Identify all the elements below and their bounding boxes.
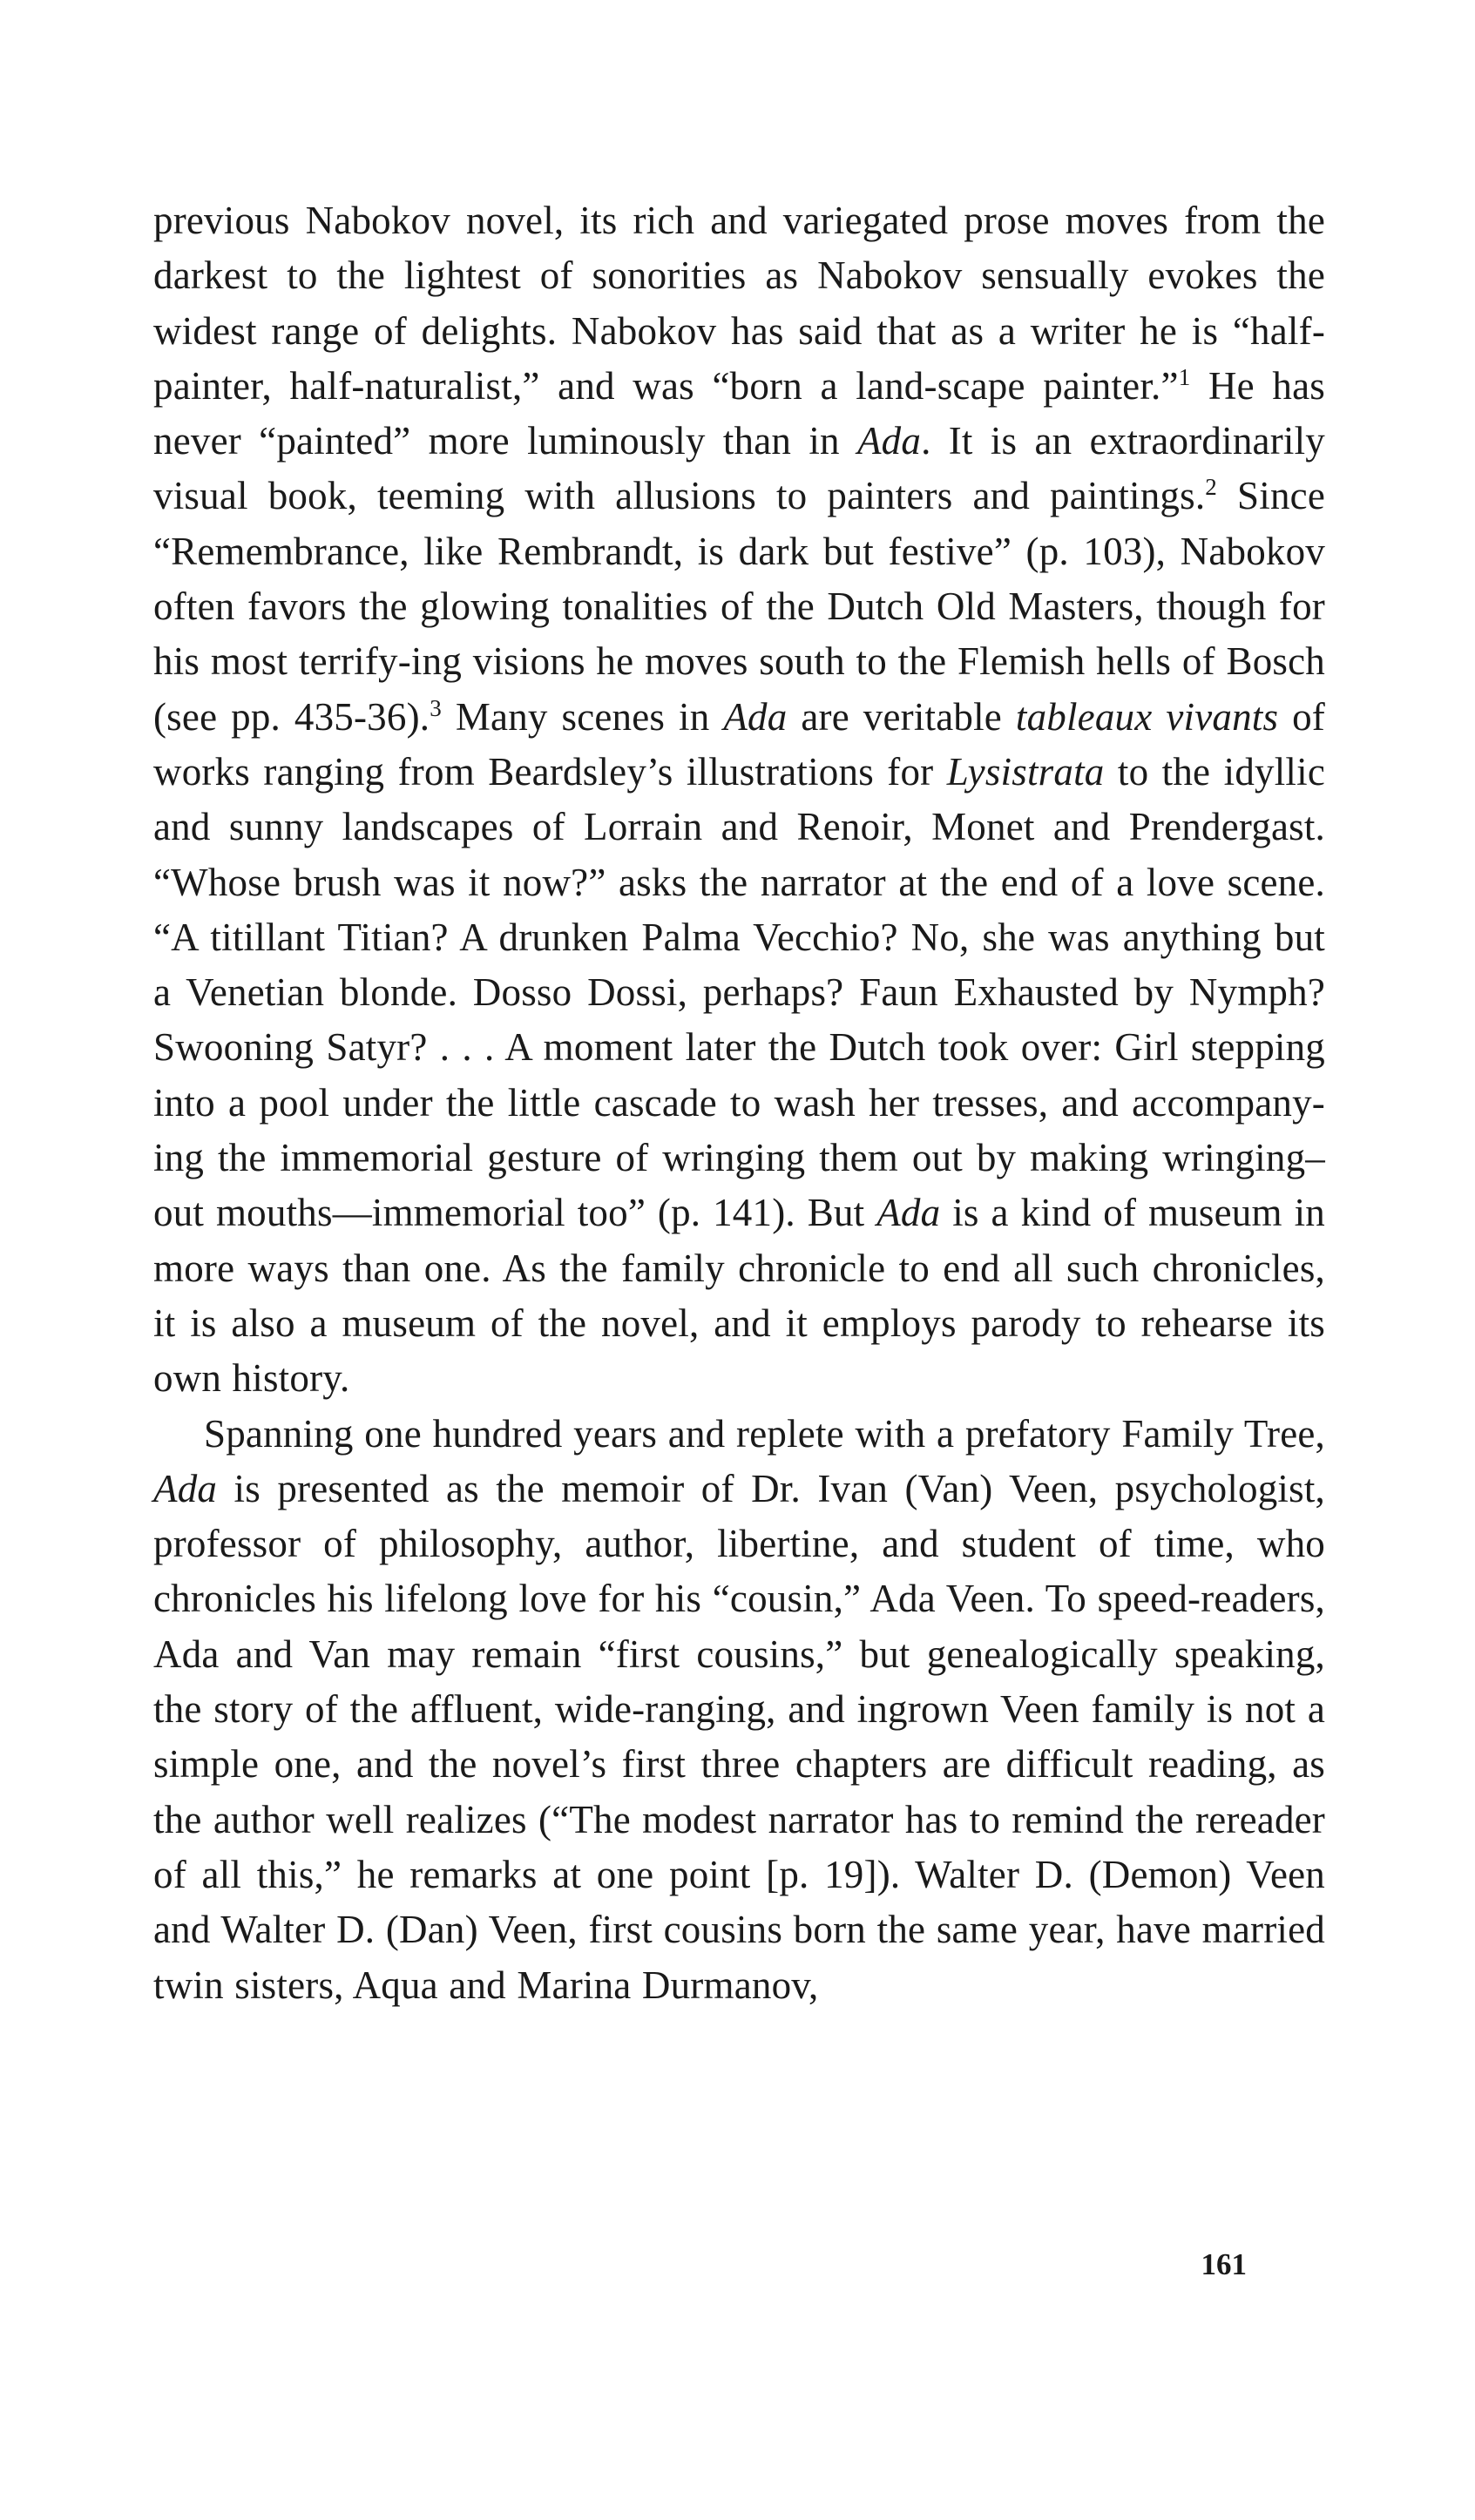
text-run: Many scenes in xyxy=(441,694,724,739)
italic-title: Ada xyxy=(723,694,788,739)
italic-title: Ada xyxy=(876,1191,941,1235)
text-run: Since “Remembrance, like Rembrandt, is dark but festive” (p. 103), Nabokov often favors the glowing tonalities of the Dutch Old Masters, though for his most terrify-ing visions he moves south to the Flemish hells of Bosch (see pp. 435-36). xyxy=(153,474,1325,739)
footnote-marker: 1 xyxy=(1178,363,1191,390)
footnote-marker: 2 xyxy=(1205,474,1217,501)
text-run: to the idyllic and sunny landscapes of Lorrain and Renoir, Monet and Prendergast. “Whose brush was it now?” asks the narrator at the end of a love scene. “A titillant Titian? A drunken Palma Vecchio? No, she was anything but a Venetian blonde. Dosso Dossi, perhaps? Faun Exhausted by Nymph? Swooning Satyr? . . . A moment later the Dutch took over: Girl stepping into a pool under the little cascade to wash her tresses, and accompany-ing the immemorial gesture of wringing them out by making wringing–out mouths—immemorial too” (p. 141). But xyxy=(153,749,1325,1235)
italic-title: Lysistrata xyxy=(946,749,1105,794)
text-run: Spanning one hundred years and replete with a prefatory Family Tree, xyxy=(204,1411,1325,1456)
text-run: of works ranging from Beardsley’s illustrations for xyxy=(153,694,1325,794)
text-run: He has never “painted” more luminously than in xyxy=(153,363,1325,463)
italic-phrase: tableaux vivants xyxy=(1015,694,1279,739)
italic-title: Ada xyxy=(153,1466,218,1510)
text-run: . It is an extraordinarily visual book, teeming with allusions to painters and paintings. xyxy=(153,419,1325,518)
page-number: 161 xyxy=(1201,2247,1247,2281)
italic-title: Ada xyxy=(856,419,922,463)
text-run: are veritable xyxy=(787,694,1016,739)
body-text xyxy=(153,193,1325,2013)
footnote-marker: 3 xyxy=(430,694,442,721)
paragraph-1 xyxy=(153,193,1325,1407)
paragraph-2 xyxy=(153,1407,1325,2013)
text-run: is a kind of museum in more ways than one. As the family chronicle to end all such chronicles, it is also a museum of the novel, and it employs parody to rehearse its own history. xyxy=(153,1191,1325,1401)
text-run: previous Nabokov novel, its rich and variegated prose moves from the darkest to the lightest of sonorities as Nabokov sensually evokes the widest range of delights. Nabokov has said that as a writer he is “half-painter, half-naturalist,” and was “born a land-scape painter.” xyxy=(153,199,1325,408)
text-run: is presented as the memoir of Dr. Ivan (Van) Veen, psychologist, professor of philosophy, author, libertine, and student of time, who chronicles his lifelong love for his “cousin,” Ada Veen. To speed-readers, Ada and Van may remain “first cousins,” but genealogically speaking, the story of the affluent, wide-ranging, and ingrown Veen family is not a simple one, and the novel’s first three chapters are difficult reading, as the author well realizes (“The modest narrator has to remind the rereader of all this,” he remarks at one point [p. 19]). Walter D. (Demon) Veen and Walter D. (Dan) Veen, first cousins born the same year, have married twin sisters, Aqua and Marina Durmanov, xyxy=(153,1466,1325,2007)
